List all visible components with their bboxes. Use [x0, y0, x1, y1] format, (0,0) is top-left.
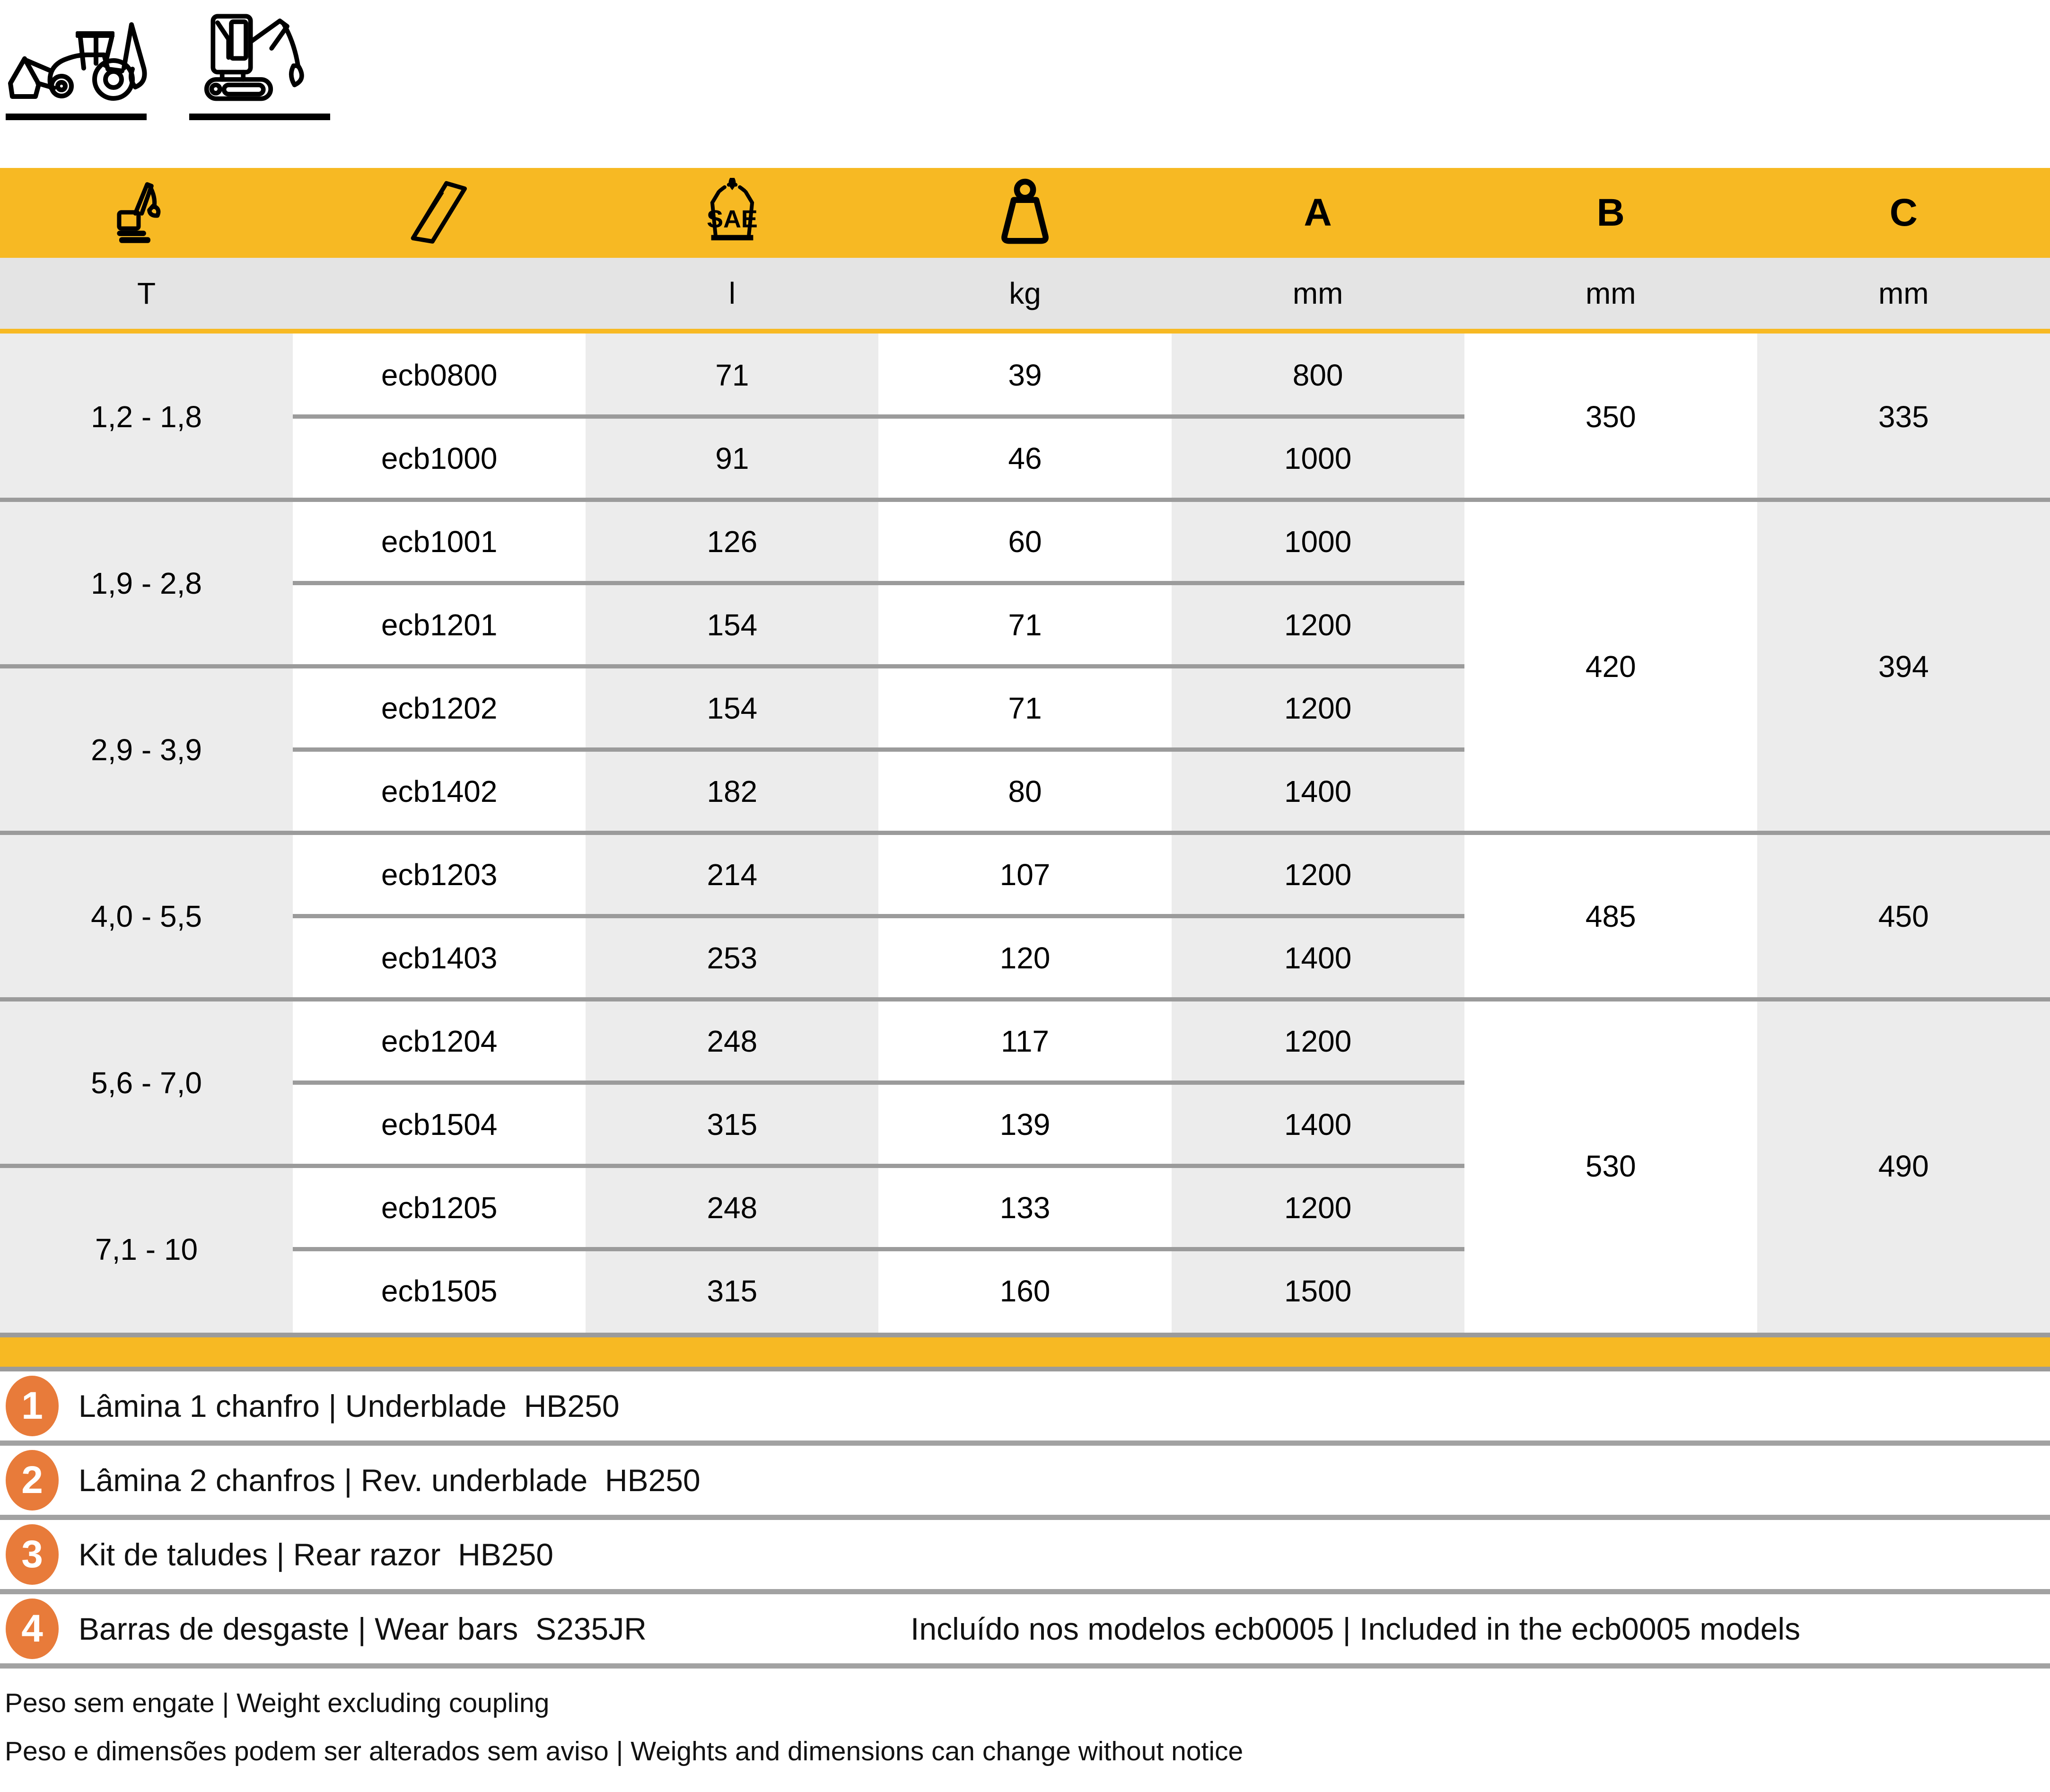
- liters-cell: 315: [586, 1083, 878, 1166]
- a-cell: 1400: [1172, 750, 1464, 833]
- table-header-row: [0, 168, 2050, 258]
- tonnage-cell: 5,6 - 7,0: [0, 1000, 293, 1166]
- c-cell: 490: [1757, 1000, 2050, 1333]
- table-body: [0, 334, 2050, 1333]
- liters-cell: 253: [586, 916, 878, 1000]
- kg-cell: 133: [878, 1166, 1171, 1249]
- spec-table: [0, 168, 2050, 1784]
- unit-c-mm: mm: [1878, 276, 1929, 310]
- footnotes: [0, 1669, 2050, 1767]
- sae-icon: [697, 178, 767, 248]
- unit-a-mm: mm: [1292, 276, 1343, 310]
- group-divider: [0, 498, 2050, 502]
- kg-cell: 39: [878, 334, 1171, 417]
- kg-cell: 117: [878, 1000, 1171, 1083]
- backhoe-loader-icon: [6, 12, 148, 102]
- group-divider: [0, 1164, 1464, 1168]
- tab-underline: [6, 114, 147, 120]
- table-footer-bar: [0, 1337, 2050, 1367]
- row-divider: [293, 414, 1464, 419]
- a-cell: 1400: [1172, 1083, 1464, 1166]
- model-cell: ecb1204: [293, 1000, 586, 1083]
- tab-underline: [189, 114, 330, 120]
- group-divider: [0, 664, 1464, 668]
- kg-cell: 160: [878, 1249, 1171, 1333]
- a-cell: 1200: [1172, 667, 1464, 750]
- note-number-badge: 3: [6, 1524, 59, 1585]
- a-cell: 1200: [1172, 833, 1464, 916]
- unit-liters: l: [728, 276, 736, 310]
- tab-mini-excavator: [189, 12, 331, 120]
- b-cell: 350: [1464, 334, 1757, 500]
- footnote-weight: Peso sem engate | Weight excluding coupling: [5, 1688, 550, 1718]
- unit-tonnage: T: [137, 276, 156, 310]
- note-text: Lâmina 2 chanfros | Rev. underblade HB250: [79, 1463, 701, 1498]
- kg-cell: 107: [878, 833, 1171, 916]
- header-col-b: B: [1596, 191, 1625, 234]
- tonnage-cell: 2,9 - 3,9: [0, 667, 293, 833]
- kg-cell: 46: [878, 417, 1171, 500]
- sae-label: SAE: [707, 205, 758, 233]
- unit-model: [293, 258, 586, 329]
- liters-cell: 154: [586, 583, 878, 667]
- liters-cell: 71: [586, 334, 878, 417]
- bucket-icon: [404, 178, 474, 248]
- kg-cell: 80: [878, 750, 1171, 833]
- model-cell: ecb1403: [293, 916, 586, 1000]
- header-col-a: A: [1304, 191, 1332, 234]
- kg-cell: 60: [878, 500, 1171, 583]
- header-weight-col: [878, 168, 1171, 258]
- tab-backhoe-loader: [6, 12, 148, 120]
- model-cell: ecb0800: [293, 334, 586, 417]
- b-cell: 530: [1464, 1000, 1757, 1333]
- model-cell: ecb1001: [293, 500, 586, 583]
- model-cell: ecb1205: [293, 1166, 586, 1249]
- note-row: [0, 1371, 2050, 1446]
- a-cell: 1200: [1172, 583, 1464, 667]
- liters-cell: 154: [586, 667, 878, 750]
- model-cell: ecb1203: [293, 833, 586, 916]
- note-text: Barras de desgaste | Wear bars S235JR: [79, 1611, 647, 1646]
- notes-list: [0, 1371, 2050, 1669]
- c-cell: 450: [1757, 833, 2050, 1000]
- a-cell: 800: [1172, 334, 1464, 417]
- a-cell: 1200: [1172, 1166, 1464, 1249]
- kg-cell: 71: [878, 667, 1171, 750]
- table-units-row: [0, 258, 2050, 329]
- kg-cell: 120: [878, 916, 1171, 1000]
- c-cell: 394: [1757, 500, 2050, 833]
- tonnage-cell: 7,1 - 10: [0, 1166, 293, 1333]
- footnote-disclaimer: Peso e dimensões podem ser alterados sem aviso | Weights and dimensions can change without notice: [5, 1736, 1244, 1766]
- row-divider: [293, 747, 1464, 752]
- model-cell: ecb1201: [293, 583, 586, 667]
- unit-kg: kg: [1009, 276, 1041, 310]
- tonnage-cell: 4,0 - 5,5: [0, 833, 293, 1000]
- kg-cell: 71: [878, 583, 1171, 667]
- header-accent-rule: [0, 329, 2050, 334]
- liters-cell: 248: [586, 1000, 878, 1083]
- b-cell: 485: [1464, 833, 1757, 1000]
- liters-cell: 214: [586, 833, 878, 916]
- model-cell: ecb1505: [293, 1249, 586, 1333]
- liters-cell: 126: [586, 500, 878, 583]
- b-cell: 420: [1464, 500, 1757, 833]
- liters-cell: 91: [586, 417, 878, 500]
- row-divider: [293, 1247, 1464, 1251]
- note-row: [0, 1594, 2050, 1669]
- note-text: Lâmina 1 chanfro | Underblade HB250: [79, 1388, 620, 1423]
- group-divider: [0, 831, 2050, 835]
- excavator-icon: [112, 178, 182, 248]
- note-text: Kit de taludes | Rear razor HB250: [79, 1537, 553, 1572]
- model-cell: ecb1504: [293, 1083, 586, 1166]
- unit-b-mm: mm: [1585, 276, 1636, 310]
- row-divider: [293, 914, 1464, 918]
- model-cell: ecb1202: [293, 667, 586, 750]
- a-cell: 1000: [1172, 500, 1464, 583]
- a-cell: 1000: [1172, 417, 1464, 500]
- note-row: [0, 1446, 2050, 1520]
- note-included-models: Incluído nos modelos ecb0005 | Included in the ecb0005 models: [911, 1611, 1801, 1646]
- footer-bar-divider: [0, 1367, 2050, 1371]
- liters-cell: 182: [586, 750, 878, 833]
- row-divider: [293, 581, 1464, 585]
- header-capacity-col: [586, 168, 878, 258]
- note-number-badge: 4: [6, 1599, 59, 1659]
- mini-excavator-icon: [189, 12, 331, 102]
- liters-cell: 248: [586, 1166, 878, 1249]
- a-cell: 1200: [1172, 1000, 1464, 1083]
- tonnage-cell: 1,2 - 1,8: [0, 334, 293, 500]
- group-divider: [0, 997, 2050, 1001]
- machine-type-tabs: [6, 12, 331, 120]
- tonnage-cell: 1,9 - 2,8: [0, 500, 293, 667]
- row-divider: [293, 1080, 1464, 1085]
- model-cell: ecb1000: [293, 417, 586, 500]
- a-cell: 1500: [1172, 1249, 1464, 1333]
- header-col-c: C: [1889, 191, 1918, 234]
- note-row: [0, 1520, 2050, 1594]
- liters-cell: 315: [586, 1249, 878, 1333]
- header-model-col: [293, 168, 586, 258]
- header-machine-col: [0, 168, 293, 258]
- weight-icon: [990, 178, 1060, 248]
- a-cell: 1400: [1172, 916, 1464, 1000]
- kg-cell: 139: [878, 1083, 1171, 1166]
- note-number-badge: 2: [6, 1450, 59, 1511]
- c-cell: 335: [1757, 334, 2050, 500]
- note-number-badge: 1: [6, 1376, 59, 1436]
- table-bottom-divider: [0, 1333, 2050, 1337]
- model-cell: ecb1402: [293, 750, 586, 833]
